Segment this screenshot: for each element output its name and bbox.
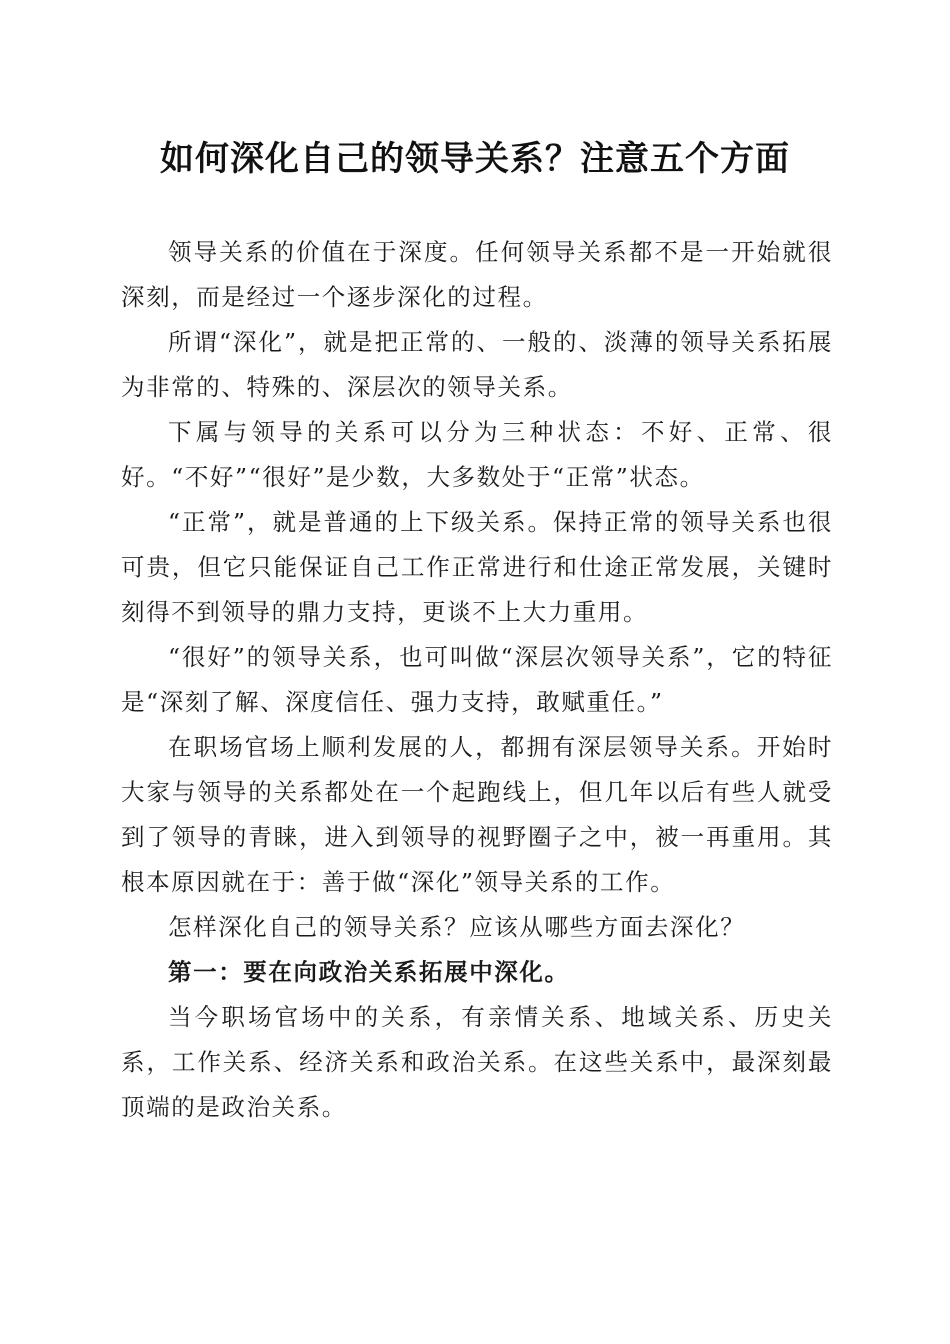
paragraph-question: 怎样深化自己的领导关系？应该从哪些方面去深化？ bbox=[168, 913, 746, 941]
document-title: 如何深化自己的领导关系？注意五个方面 bbox=[160, 139, 790, 179]
paragraph-reason: 在职场官场上顺利发展的人，都拥有深层领导关系。开始时大家与领导的关系都处在一个起跑线上，但几年以后有些人就受到了领导的青睐，进入到领导的视野圈子之中，被一再重用。其根本原因就在于：善于做“深化”领导关系的工作。 bbox=[121, 733, 833, 896]
paragraph-normal: “正常”，就是普通的上下级关系。保持正常的领导关系也很可贵，但它只能保证自己工作正常进行和仕途正常发展，关键时刻得不到领导的鼎力支持，更谈不上大力重用。 bbox=[121, 508, 833, 626]
document-body bbox=[121, 230, 833, 1130]
paragraph-definition: 所谓“深化”，就是把正常的、一般的、淡薄的领导关系拓展为非常的、特殊的、深层次的领导关系。 bbox=[121, 328, 833, 401]
paragraph-very-good: “很好”的领导关系，也可叫做“深层次领导关系”，它的特征是“深刻了解、深度信任、强力支持，敢赋重任。” bbox=[121, 643, 833, 716]
paragraph-relations: 当今职场官场中的关系，有亲情关系、地域关系、历史关系，工作关系、经济关系和政治关系。在这些关系中，最深刻最顶端的是政治关系。 bbox=[121, 1003, 833, 1121]
section-heading-first: 第一：要在向政治关系拓展中深化。 bbox=[168, 958, 570, 986]
paragraph-intro: 领导关系的价值在于深度。任何领导关系都不是一开始就很深刻，而是经过一个逐步深化的过程。 bbox=[121, 238, 833, 311]
paragraph-three-states: 下属与领导的关系可以分为三种状态：不好、正常、很好。“不好”“很好”是少数，大多数处于“正常”状态。 bbox=[121, 418, 833, 491]
